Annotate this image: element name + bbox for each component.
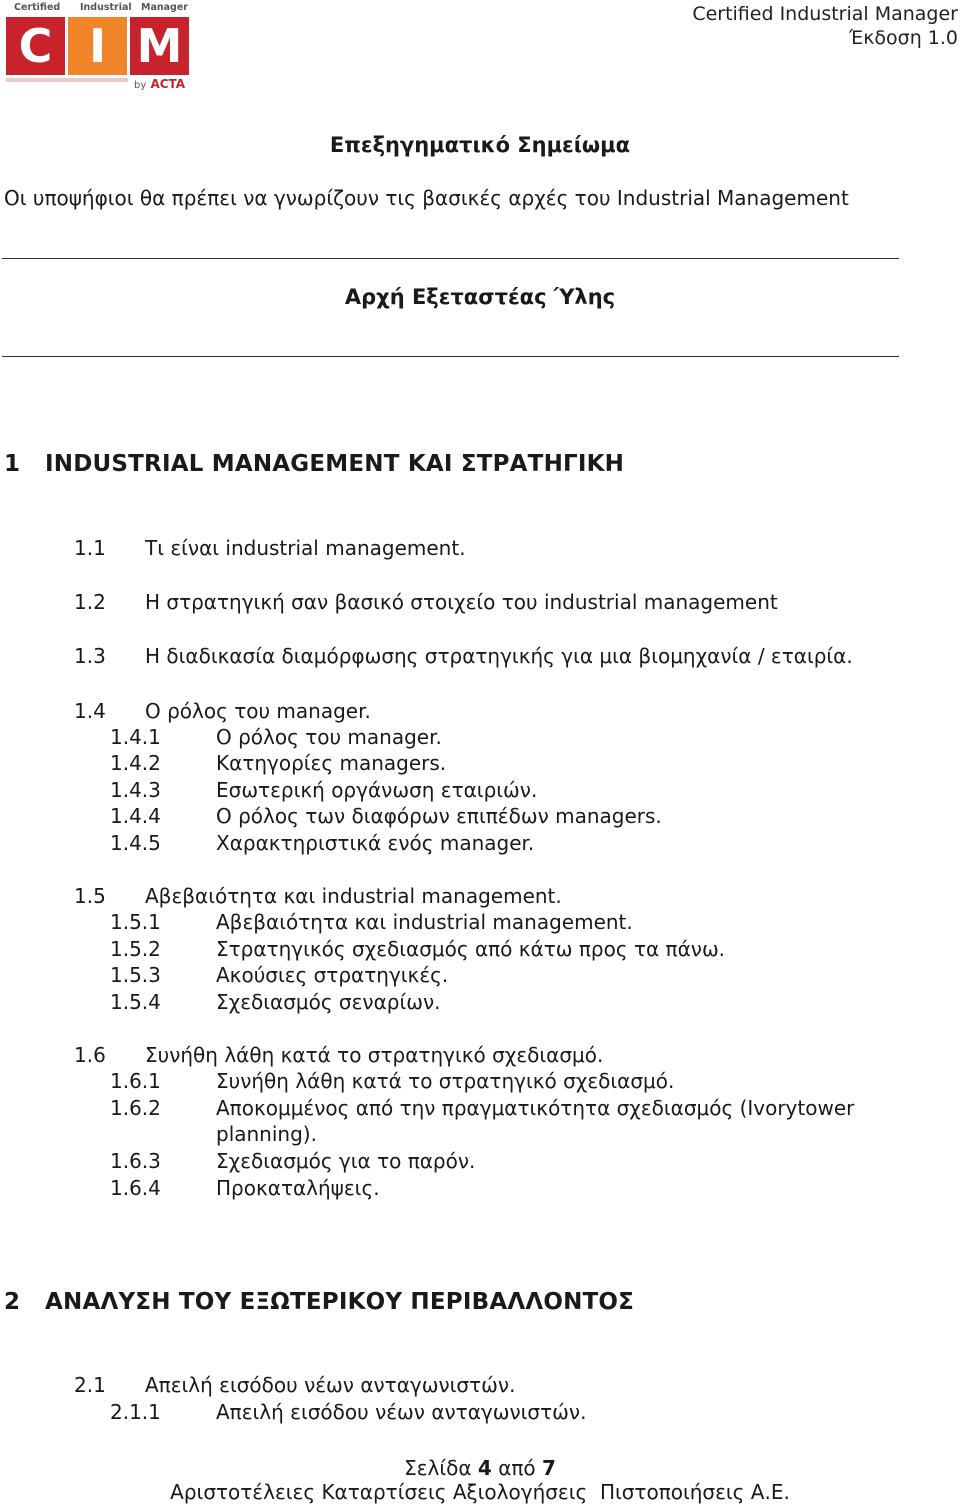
logo-letter-m: M <box>130 17 189 75</box>
header-title: Certified Industrial Manager <box>692 3 958 25</box>
section-heading: 1 INDUSTRIAL MANAGEMENT ΚΑΙ ΣΤΡΑΤΗΓΙΚΗ <box>4 451 625 477</box>
section-heading: 2 ΑΝΑΛΥΣΗ ΤΟΥ ΕΞΩΤΕΡΙΚΟΥ ΠΕΡΙΒΑΛΛΟΝΤΟΣ <box>4 1289 635 1315</box>
header-version: Έκδοση 1.0 <box>849 27 958 49</box>
logo-by-acta: by ACTA <box>134 77 186 91</box>
logo-underline <box>6 78 128 82</box>
cim-logo <box>6 2 196 94</box>
divider-top <box>2 258 899 259</box>
syllabus-start-title: Αρχή Εξεταστέας Ύλης <box>344 285 616 309</box>
logo-letter-i: I <box>68 17 127 75</box>
divider-bottom <box>2 356 899 357</box>
logo-word-manager: Manager <box>141 2 188 13</box>
logo-word-certified: Certified <box>14 2 61 13</box>
page-number: Σελίδα 4 από 7 <box>404 1456 556 1480</box>
logo-letter-c: C <box>6 17 65 75</box>
explanatory-note-title: Επεξηγηματικό Σημείωμα <box>329 133 631 157</box>
logo-word-industrial: Industrial <box>80 2 132 13</box>
footer-company: Αριστοτέλειες Καταρτίσεις Αξιολογήσεις Πιστοποιήσεις Α.Ε. <box>170 1480 790 1504</box>
explanatory-note-text: Οι υποψήφιοι θα πρέπει να γνωρίζουν τις βασικές αρχές του Industrial Management <box>4 186 849 210</box>
